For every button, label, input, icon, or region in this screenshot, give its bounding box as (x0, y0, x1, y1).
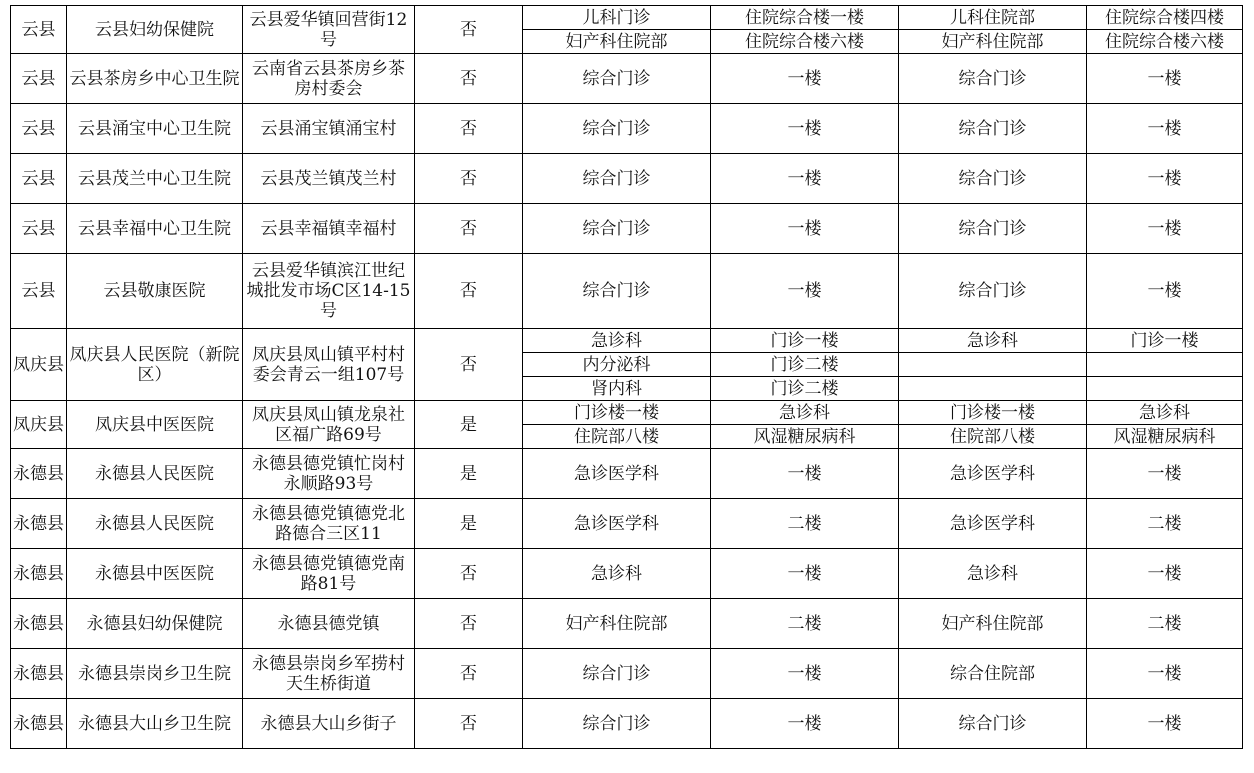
department-cell: 住院部八楼 (523, 425, 711, 449)
location-cell: 一楼 (711, 699, 899, 749)
department-2-cell: 综合门诊 (899, 104, 1087, 154)
table-row (11, 204, 1243, 254)
location-2-cell: 二楼 (1087, 599, 1243, 649)
hospital-name-cell: 凤庆县中医医院 (67, 401, 243, 449)
department-2-cell: 急诊医学科 (899, 449, 1087, 499)
county-cell: 永德县 (11, 649, 67, 699)
department-2-cell: 急诊科 (899, 549, 1087, 599)
hospital-name-cell: 永德县中医医院 (67, 549, 243, 599)
county-cell: 云县 (11, 204, 67, 254)
department-2-cell (899, 377, 1087, 401)
department-cell: 综合门诊 (523, 154, 711, 204)
department-2-cell: 综合门诊 (899, 204, 1087, 254)
location-2-cell: 一楼 (1087, 104, 1243, 154)
hospital-name-cell: 云县茶房乡中心卫生院 (67, 54, 243, 104)
table-row (11, 499, 1243, 549)
location-cell: 一楼 (711, 449, 899, 499)
department-cell: 综合门诊 (523, 54, 711, 104)
department-cell: 妇产科住院部 (523, 30, 711, 54)
department-cell: 儿科门诊 (523, 6, 711, 30)
address-cell: 云县爱华镇回营街12号 (243, 6, 415, 54)
table-row (11, 54, 1243, 104)
department-2-cell: 妇产科住院部 (899, 599, 1087, 649)
hospital-name-cell: 云县幸福中心卫生院 (67, 204, 243, 254)
hospital-name-cell: 永德县人民医院 (67, 499, 243, 549)
table-row (11, 329, 1243, 353)
table-body (11, 6, 1243, 749)
department-cell: 肾内科 (523, 377, 711, 401)
location-cell: 一楼 (711, 154, 899, 204)
hospital-name-cell: 永德县崇岗乡卫生院 (67, 649, 243, 699)
county-cell: 凤庆县 (11, 401, 67, 449)
county-cell: 永德县 (11, 549, 67, 599)
county-cell: 云县 (11, 254, 67, 329)
flag-cell: 否 (415, 154, 523, 204)
flag-cell: 是 (415, 401, 523, 449)
location-2-cell: 一楼 (1087, 549, 1243, 599)
flag-cell: 否 (415, 6, 523, 54)
department-2-cell: 综合门诊 (899, 154, 1087, 204)
address-cell: 永德县大山乡街子 (243, 699, 415, 749)
address-cell: 云县涌宝镇涌宝村 (243, 104, 415, 154)
flag-cell: 否 (415, 104, 523, 154)
address-cell: 永德县崇岗乡军捞村天生桥街道 (243, 649, 415, 699)
location-2-cell: 一楼 (1087, 699, 1243, 749)
location-cell: 一楼 (711, 549, 899, 599)
location-cell: 一楼 (711, 204, 899, 254)
address-cell: 永德县德党镇德党南路81号 (243, 549, 415, 599)
department-2-cell: 住院部八楼 (899, 425, 1087, 449)
department-cell: 急诊医学科 (523, 499, 711, 549)
county-cell: 云县 (11, 154, 67, 204)
address-cell: 云县茂兰镇茂兰村 (243, 154, 415, 204)
department-cell: 综合门诊 (523, 204, 711, 254)
flag-cell: 否 (415, 329, 523, 401)
department-cell: 综合门诊 (523, 104, 711, 154)
hospital-name-cell: 云县敬康医院 (67, 254, 243, 329)
address-cell: 云县幸福镇幸福村 (243, 204, 415, 254)
location-2-cell: 门诊一楼 (1087, 329, 1243, 353)
department-cell: 综合门诊 (523, 649, 711, 699)
department-2-cell: 妇产科住院部 (899, 30, 1087, 54)
location-cell: 一楼 (711, 54, 899, 104)
address-cell: 云南省云县茶房乡茶房村委会 (243, 54, 415, 104)
hospital-table (10, 5, 1243, 749)
department-cell: 门诊楼一楼 (523, 401, 711, 425)
table-row (11, 154, 1243, 204)
department-2-cell: 门诊楼一楼 (899, 401, 1087, 425)
location-2-cell: 二楼 (1087, 499, 1243, 549)
flag-cell: 否 (415, 599, 523, 649)
department-2-cell: 急诊科 (899, 329, 1087, 353)
location-2-cell: 一楼 (1087, 649, 1243, 699)
hospital-name-cell: 云县涌宝中心卫生院 (67, 104, 243, 154)
location-2-cell: 一楼 (1087, 154, 1243, 204)
flag-cell: 否 (415, 699, 523, 749)
county-cell: 云县 (11, 6, 67, 54)
table-row (11, 254, 1243, 329)
hospital-name-cell: 云县妇幼保健院 (67, 6, 243, 54)
location-cell: 住院综合楼一楼 (711, 6, 899, 30)
table-row (11, 649, 1243, 699)
location-cell: 一楼 (711, 254, 899, 329)
location-2-cell (1087, 377, 1243, 401)
county-cell: 永德县 (11, 449, 67, 499)
location-cell: 门诊二楼 (711, 353, 899, 377)
location-2-cell: 一楼 (1087, 449, 1243, 499)
department-2-cell: 儿科住院部 (899, 6, 1087, 30)
department-cell: 急诊医学科 (523, 449, 711, 499)
department-cell: 急诊科 (523, 329, 711, 353)
address-cell: 永德县德党镇德党北路德合三区11 (243, 499, 415, 549)
department-cell: 妇产科住院部 (523, 599, 711, 649)
flag-cell: 是 (415, 449, 523, 499)
address-cell: 永德县德党镇忙岗村永顺路93号 (243, 449, 415, 499)
location-cell: 二楼 (711, 499, 899, 549)
hospital-name-cell: 凤庆县人民医院（新院区） (67, 329, 243, 401)
department-2-cell: 急诊医学科 (899, 499, 1087, 549)
department-cell: 内分泌科 (523, 353, 711, 377)
location-cell: 二楼 (711, 599, 899, 649)
table-row (11, 699, 1243, 749)
hospital-name-cell: 永德县人民医院 (67, 449, 243, 499)
county-cell: 云县 (11, 54, 67, 104)
location-cell: 一楼 (711, 104, 899, 154)
county-cell: 永德县 (11, 499, 67, 549)
location-2-cell: 一楼 (1087, 54, 1243, 104)
department-cell: 综合门诊 (523, 254, 711, 329)
location-cell: 门诊一楼 (711, 329, 899, 353)
flag-cell: 否 (415, 254, 523, 329)
hospital-name-cell: 永德县大山乡卫生院 (67, 699, 243, 749)
department-2-cell: 综合门诊 (899, 699, 1087, 749)
address-cell: 云县爱华镇滨江世纪城批发市场C区14-15号 (243, 254, 415, 329)
county-cell: 云县 (11, 104, 67, 154)
location-2-cell: 风湿糖尿病科 (1087, 425, 1243, 449)
department-2-cell (899, 353, 1087, 377)
county-cell: 永德县 (11, 699, 67, 749)
county-cell: 凤庆县 (11, 329, 67, 401)
flag-cell: 是 (415, 499, 523, 549)
flag-cell: 否 (415, 549, 523, 599)
department-2-cell: 综合住院部 (899, 649, 1087, 699)
address-cell: 永德县德党镇 (243, 599, 415, 649)
address-cell: 凤庆县凤山镇平村村委会青云一组107号 (243, 329, 415, 401)
location-2-cell: 住院综合楼四楼 (1087, 6, 1243, 30)
location-cell: 住院综合楼六楼 (711, 30, 899, 54)
flag-cell: 否 (415, 54, 523, 104)
location-cell: 风湿糖尿病科 (711, 425, 899, 449)
location-cell: 急诊科 (711, 401, 899, 425)
table-row (11, 104, 1243, 154)
location-2-cell: 急诊科 (1087, 401, 1243, 425)
hospital-name-cell: 云县茂兰中心卫生院 (67, 154, 243, 204)
department-cell: 急诊科 (523, 549, 711, 599)
department-2-cell: 综合门诊 (899, 254, 1087, 329)
table-row (11, 6, 1243, 30)
department-2-cell: 综合门诊 (899, 54, 1087, 104)
location-2-cell: 住院综合楼六楼 (1087, 30, 1243, 54)
county-cell: 永德县 (11, 599, 67, 649)
table-row (11, 549, 1243, 599)
location-cell: 门诊二楼 (711, 377, 899, 401)
location-2-cell: 一楼 (1087, 204, 1243, 254)
department-cell: 综合门诊 (523, 699, 711, 749)
flag-cell: 否 (415, 204, 523, 254)
table-row (11, 449, 1243, 499)
address-cell: 凤庆县凤山镇龙泉社区福广路69号 (243, 401, 415, 449)
location-2-cell (1087, 353, 1243, 377)
location-2-cell: 一楼 (1087, 254, 1243, 329)
table-row (11, 401, 1243, 425)
hospital-name-cell: 永德县妇幼保健院 (67, 599, 243, 649)
table-row (11, 599, 1243, 649)
flag-cell: 否 (415, 649, 523, 699)
location-cell: 一楼 (711, 649, 899, 699)
